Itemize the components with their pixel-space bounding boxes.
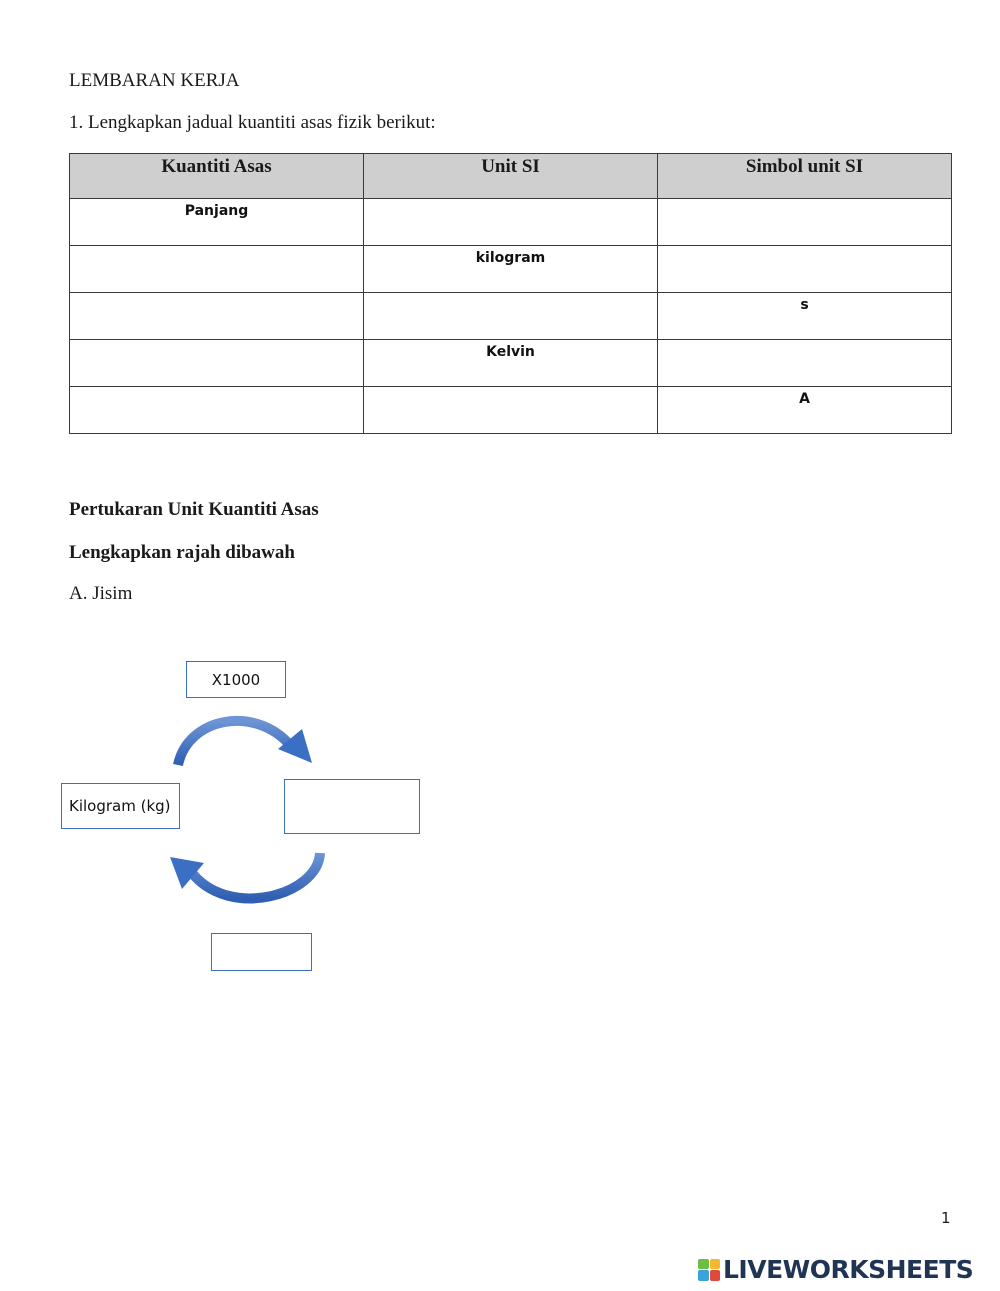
section-title: Pertukaran Unit Kuantiti Asas (69, 499, 319, 520)
answer-cell[interactable]: s (658, 293, 952, 340)
logo-tile (698, 1259, 709, 1270)
page-number: 1 (941, 1209, 951, 1227)
sub-label-mass: A. Jisim (69, 583, 133, 604)
table-row (70, 340, 952, 387)
base-quantities-table (69, 153, 952, 434)
kilogram-box: Kilogram (kg) (61, 783, 180, 829)
table-header-row (70, 154, 952, 199)
answer-cell[interactable]: A (658, 387, 952, 434)
answer-cell[interactable] (658, 340, 952, 387)
answer-cell[interactable] (364, 293, 658, 340)
answer-box-bottom[interactable] (211, 933, 312, 971)
table-row (70, 246, 952, 293)
header-si-unit: Unit SI (364, 154, 658, 199)
section-instruction: Lengkapkan rajah dibawah (69, 542, 295, 563)
answer-cell[interactable] (364, 387, 658, 434)
answer-cell[interactable] (658, 199, 952, 246)
logo-tile (698, 1270, 709, 1281)
answer-cell[interactable]: Kelvin (364, 340, 658, 387)
answer-cell[interactable] (70, 293, 364, 340)
header-si-symbol: Simbol unit SI (658, 154, 952, 199)
curved-arrow-top-icon (178, 721, 312, 765)
multiplier-box: X1000 (186, 661, 286, 698)
table-row (70, 387, 952, 434)
table-row (70, 293, 952, 340)
logo-tile (710, 1270, 721, 1281)
sheet-title: LEMBARAN KERJA (69, 70, 240, 91)
header-quantity: Kuantiti Asas (70, 154, 364, 199)
conversion-arrows (160, 705, 360, 915)
logo-tile (710, 1259, 721, 1270)
liveworksheets-brand (698, 1255, 973, 1284)
table-row (70, 199, 952, 246)
liveworksheets-logo-icon (698, 1259, 720, 1281)
answer-cell[interactable] (70, 246, 364, 293)
question-1: 1. Lengkapkan jadual kuantiti asas fizik berikut: (69, 112, 436, 133)
brand-wordmark: LIVEWORKSHEETS (723, 1255, 974, 1284)
answer-cell[interactable]: kilogram (364, 246, 658, 293)
answer-cell[interactable] (658, 246, 952, 293)
curved-arrow-bottom-icon (170, 853, 320, 898)
answer-cell[interactable] (70, 387, 364, 434)
answer-cell[interactable]: Panjang (70, 199, 364, 246)
answer-cell[interactable] (364, 199, 658, 246)
answer-cell[interactable] (70, 340, 364, 387)
